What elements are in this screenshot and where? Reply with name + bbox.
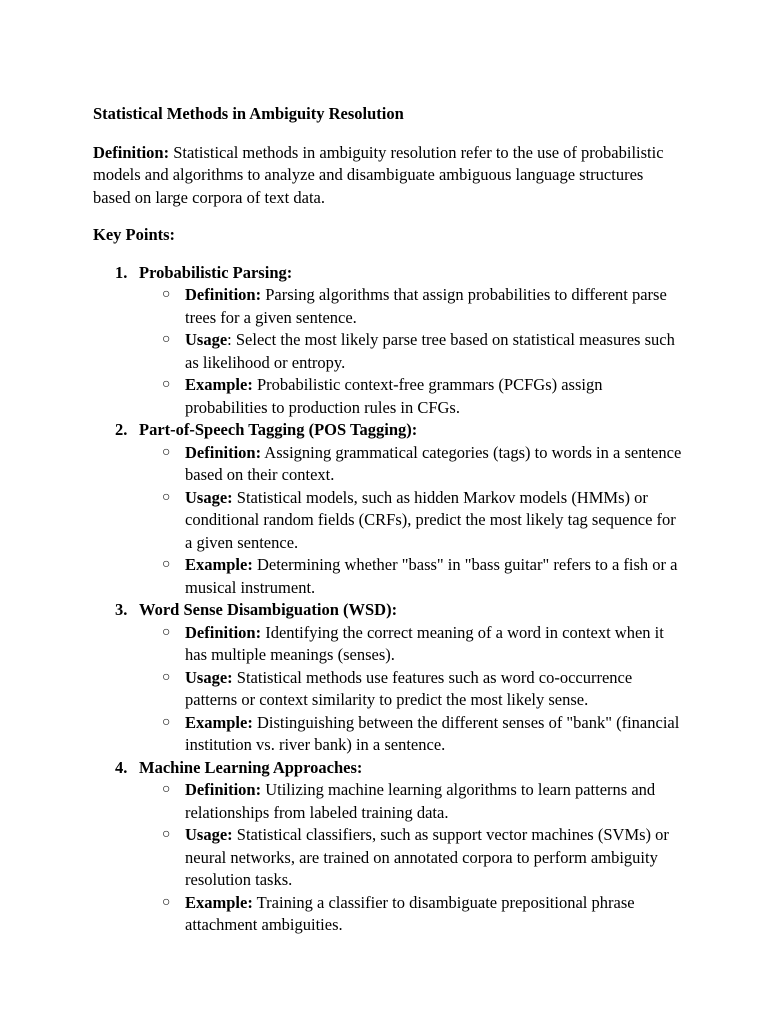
circle-bullet-icon: ○ — [162, 894, 171, 910]
sub-item-label: Usage: — [185, 487, 233, 507]
document-title: Statistical Methods in Ambiguity Resolution — [93, 104, 404, 123]
circle-bullet-icon: ○ — [162, 624, 171, 640]
item-number: 3. — [115, 600, 128, 619]
item-number: 4. — [115, 757, 128, 777]
sub-item-label: Usage: — [185, 667, 233, 687]
list-item — [93, 419, 683, 599]
sub-item-label: Usage: — [185, 825, 233, 844]
sub-list-item — [139, 487, 683, 555]
sub-list-item — [139, 329, 683, 374]
key-points-heading: Key Points: — [93, 225, 176, 244]
sub-item-label: Definition: — [185, 285, 262, 304]
item-number: 1. — [115, 262, 128, 282]
sub-item-text: Utilizing machine learning algorithms to learn patterns and relationships from labeled training data. — [185, 780, 656, 822]
sub-item-text: Statistical classifiers, such as support vector machines (SVMs) or neural networks, are trained on annotated corpora to perform ambiguity resolution tasks. — [185, 825, 669, 889]
sub-item-label: Definition: — [185, 780, 262, 799]
document-page — [93, 103, 683, 937]
list-item — [93, 599, 683, 757]
sub-item-label: Example: — [185, 555, 253, 574]
definition-label: Definition: — [93, 142, 170, 162]
circle-bullet-icon: ○ — [162, 557, 171, 572]
item-title: Probabilistic Parsing: — [139, 262, 293, 282]
sub-list-item — [139, 892, 683, 937]
sub-list-item — [139, 712, 683, 757]
sub-list — [139, 284, 683, 419]
sub-item-text: Parsing algorithms that assign probabilities to different parse trees for a given sentence. — [185, 285, 667, 327]
sub-item-text: Probabilistic context-free grammars (PCFGs) assign probabilities to production rules in CFGs. — [185, 375, 603, 417]
sub-list-item — [139, 779, 683, 824]
circle-bullet-icon: ○ — [162, 444, 171, 460]
circle-bullet-icon: ○ — [162, 332, 171, 347]
sub-list-item — [139, 554, 683, 599]
sub-item-text: Assigning grammatical categories (tags) to words in a sentence based on their context. — [185, 442, 682, 484]
sub-item-label: Example: — [185, 712, 253, 732]
circle-bullet-icon: ○ — [162, 489, 171, 505]
sub-item-text: Statistical models, such as hidden Markov models (HMMs) or conditional random fields (CRFs), predict the most likely tag sequence for a given sentence. — [185, 487, 676, 552]
item-title: Machine Learning Approaches: — [139, 757, 363, 777]
sub-item-label: Definition: — [185, 622, 262, 642]
sub-item-label: Example: — [185, 892, 253, 912]
sub-list-item — [139, 284, 683, 329]
sub-item-text: : Select the most likely parse tree based on statistical measures such as likelihood or entropy. — [185, 330, 675, 372]
sub-list-item — [139, 442, 683, 487]
sub-list-item — [139, 374, 683, 419]
circle-bullet-icon: ○ — [162, 827, 171, 842]
sub-item-text: Determining whether "bass" in "bass guitar" refers to a fish or a musical instrument. — [185, 555, 678, 597]
sub-item-text: Identifying the correct meaning of a word in context when it has multiple meanings (senses). — [185, 622, 664, 664]
sub-item-text: Statistical methods use features such as word co-occurrence patterns or context similarity to predict the most likely sense. — [185, 667, 633, 709]
sub-item-label: Definition: — [185, 442, 262, 462]
sub-list-item — [139, 667, 683, 712]
list-item — [93, 757, 683, 937]
circle-bullet-icon: ○ — [162, 714, 171, 730]
list-item — [93, 262, 683, 420]
sub-item-text: Training a classifier to disambiguate prepositional phrase attachment ambiguities. — [185, 892, 635, 934]
item-number: 2. — [115, 420, 128, 439]
sub-list — [139, 442, 683, 600]
circle-bullet-icon: ○ — [162, 669, 171, 685]
sub-item-label: Usage — [185, 330, 228, 349]
sub-item-label: Example: — [185, 375, 253, 394]
item-title: Part-of-Speech Tagging (POS Tagging): — [139, 420, 418, 439]
sub-list-item — [139, 622, 683, 667]
sub-list — [139, 779, 683, 937]
circle-bullet-icon: ○ — [162, 287, 171, 302]
circle-bullet-icon: ○ — [162, 377, 171, 392]
sub-item-text: Distinguishing between the different senses of "bank" (financial institution vs. river bank) in a sentence. — [185, 712, 680, 754]
definition-text: Statistical methods in ambiguity resolution refer to the use of probabilistic models and algorithms to analyze and disambiguate ambiguous language structures based on large corpora of text data. — [93, 142, 664, 207]
item-title: Word Sense Disambiguation (WSD): — [139, 600, 398, 619]
key-points-list — [93, 262, 683, 937]
circle-bullet-icon: ○ — [162, 782, 171, 797]
sub-list — [139, 622, 683, 757]
sub-list-item — [139, 824, 683, 892]
definition-paragraph — [93, 142, 683, 210]
